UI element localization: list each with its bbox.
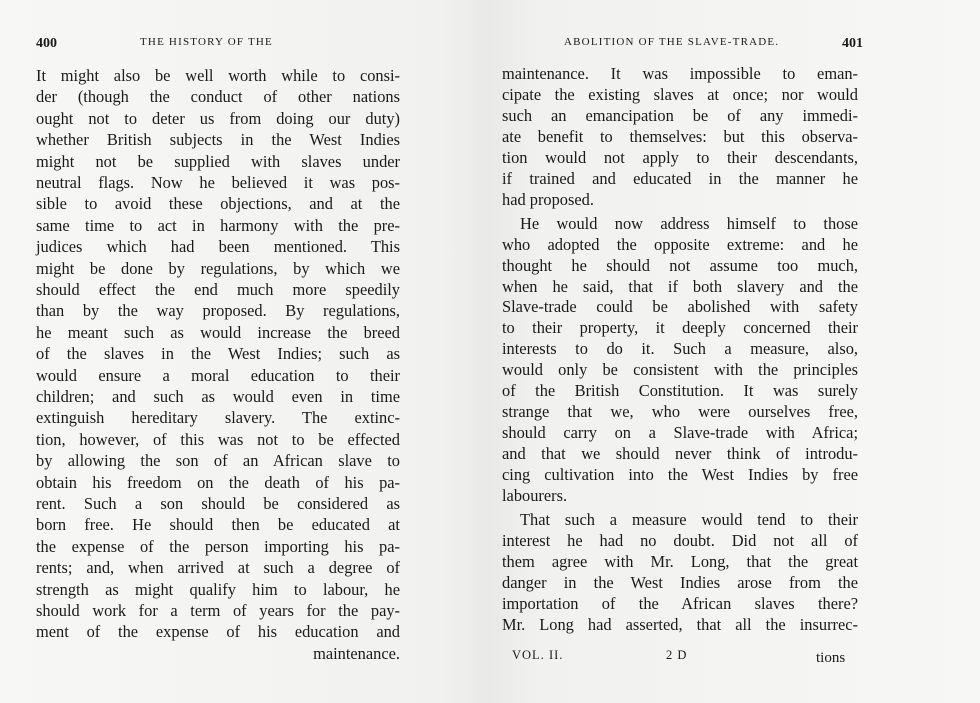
text-line: Mr. Long had asserted, that all the insurrec- [502,614,858,634]
page-number: 401 [842,36,863,51]
text-line: if trained and educated in the manner he [502,168,858,188]
text-line: der (though the conduct of other nations [36,87,400,107]
text-line: labourers. [502,486,568,505]
text-line: tion would not apply to their descendants, [502,147,858,167]
text-line: neutral flags. Now he believed it was pos- [36,173,400,192]
text-line: ment of the expense of his education and [36,622,400,642]
text-line: sible to avoid these objections, and at the [36,194,400,214]
running-head: THE HISTORY OF THE [140,36,273,48]
text-line: That such a measure would tend to their [520,509,858,529]
text-line: strange that we, who were ourselves free, [502,402,858,422]
text-line: ate benefit to themselves: but this observa- [502,126,858,146]
left-page [0,0,480,703]
text-line: tion, however, of this was not to be effected [36,429,400,449]
text-line: whether British subjects in the West Indies [36,130,400,150]
running-head: ABOLITION OF THE SLAVE-TRADE. [564,36,780,48]
text-line: ought not to deter us from doing our duty) [36,108,400,128]
text-line: than by the way proposed. By regulations, [36,301,400,321]
text-line: might not be supplied with slaves under [36,151,400,171]
text-line: born free. He should then be educated at [36,515,400,535]
text-line: maintenance. It was impossible to eman- [502,64,858,83]
signature-mark: 2 D [666,648,688,662]
text-line: should effect the end much more speedily [36,280,400,299]
text-line: rents; and, when arrived at such a degree of [36,558,400,578]
text-line: such an emancipation be of any immedi- [502,105,858,125]
text-line: had proposed. [502,189,594,209]
text-line: obtain his freedom on the death of his pa- [36,472,400,492]
text-line: same time to act in harmony with the pre- [36,215,400,235]
text-line: Slave-trade could be abolished with safety [502,297,858,317]
text-line: extinguish hereditary slavery. The extinc- [36,408,400,428]
text-line: should carry on a Slave-trade with Africa; [502,423,858,443]
text-line: children; and such as would even in time [36,387,400,406]
volume-footer: VOL. II. [512,648,564,662]
text-line: cipate the existing slaves at once; nor would [502,84,858,104]
text-line: maintenance. [313,643,400,663]
text-line: would only be consistent with the principles [502,360,858,380]
text-line: of the British Constitution. It was surely [502,381,858,401]
text-line: them agree with Mr. Long, that the great [502,551,858,571]
text-line: he meant such as would increase the breed [36,322,400,342]
text-line: of the slaves in the West Indies; such as [36,344,400,364]
text-line: thought he should not assume too much, [502,255,858,275]
text-line: when he said, that if both slavery and the [502,276,858,296]
text-line: the expense of the person importing his pa- [36,536,400,556]
text-line: would ensure a moral education to their [36,365,400,385]
catchword: tions [816,650,846,666]
text-line: by allowing the son of an African slave to [36,451,400,471]
text-line: It might also be well worth while to consi- [36,66,400,85]
text-line: importation of the African slaves there? [502,593,858,613]
text-line: to their property, it deeply concerned their [502,318,858,338]
text-line: and that we should never think of introdu- [502,444,858,464]
text-line: interest he had no doubt. Did not all of [502,530,858,550]
text-line: He would now address himself to those [520,213,858,233]
right-page [490,0,980,703]
text-line: might be done by regulations, by which we [36,258,400,278]
text-line: danger in the West Indies arose from the [502,572,858,592]
page-number: 400 [36,36,57,51]
text-line: judices which had been mentioned. This [36,237,400,257]
text-line: strength as might qualify him to labour, he [36,579,400,599]
text-line: rent. Such a son should be considered as [36,494,400,513]
text-line: interests to do it. Such a measure, also, [502,339,858,359]
text-line: who adopted the opposite extreme: and he [502,234,858,254]
text-line: should work for a term of years for the pay- [36,601,400,620]
text-line: cing cultivation into the West Indies by free [502,465,858,485]
